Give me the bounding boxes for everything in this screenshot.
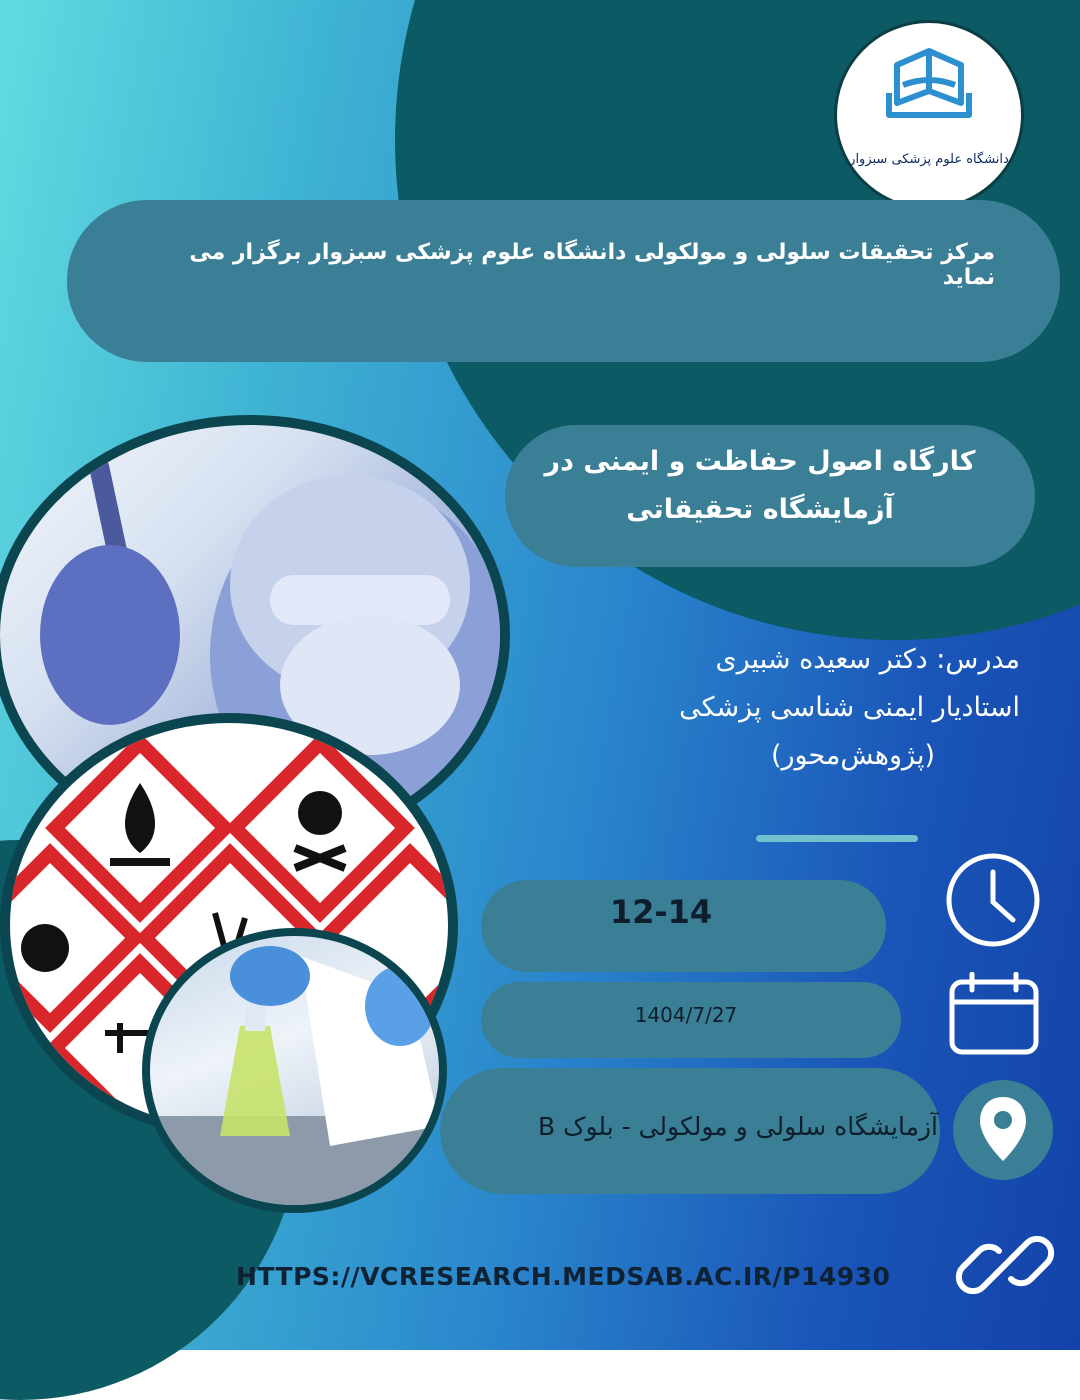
- organizer-text: مرکز تحقیقات سلولی و مولکولی دانشگاه علوم پزشکی سبزوار برگزار می نماید: [189, 240, 995, 290]
- registration-link[interactable]: HTTPS://VCRESEARCH.MEDSAB.AC.IR/P14930: [236, 1262, 891, 1291]
- instructor-title: استادیار ایمنی شناسی پزشکی: [679, 692, 1020, 723]
- divider: [756, 835, 918, 842]
- instructor-name: مدرس: دکتر سعیده شبیری: [715, 644, 1020, 675]
- logo-caption: دانشگاه علوم پزشکی سبزوار: [849, 152, 1009, 167]
- workshop-title-line1: کارگاه اصول حفاظت و ایمنی در: [544, 446, 976, 477]
- location-text: آزمایشگاه سلولی و مولکولی - بلوک B: [538, 1112, 938, 1141]
- time-text: 12-14: [609, 893, 713, 931]
- instructor-track: (پژوهش‌محور): [770, 740, 935, 771]
- workshop-title-line2: آزمایشگاه تحقیقاتی: [626, 494, 894, 525]
- clock-icon: [943, 850, 1043, 950]
- lab-glassware-photo: [142, 928, 447, 1213]
- date-text: 1404/7/27: [634, 1003, 738, 1027]
- university-logo: [834, 20, 1024, 210]
- link-icon: [955, 1215, 1055, 1315]
- calendar-icon: [948, 972, 1040, 1056]
- location-pin-icon: [978, 1095, 1028, 1165]
